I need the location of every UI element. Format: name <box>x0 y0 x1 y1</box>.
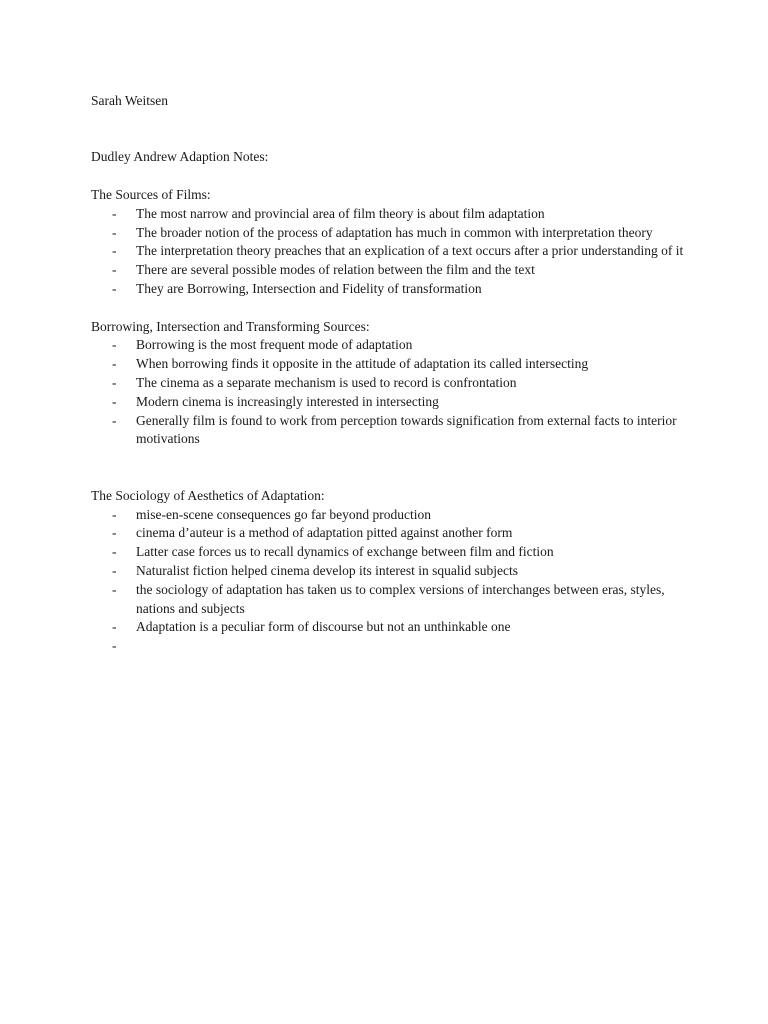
bullet-item <box>91 506 691 525</box>
bullet-dash: - <box>112 374 117 390</box>
bullet-dash: - <box>112 562 117 578</box>
document-body <box>91 92 691 675</box>
bullet-dash: - <box>112 205 117 221</box>
bullet-item <box>91 205 691 224</box>
bullet-item <box>91 261 691 280</box>
bullet-dash: - <box>112 356 117 372</box>
bullet-text: cinema d’auteur is a method of adaptation pitted against another form <box>136 525 513 541</box>
bullet-item <box>91 242 691 261</box>
bullet-text: The interpretation theory preaches that an explication of a text occurs after a prior understanding of it <box>136 243 684 259</box>
bullet-dash: - <box>112 337 117 353</box>
document-title: Dudley Andrew Adaption Notes: <box>91 149 269 165</box>
bullet-text: Latter case forces us to recall dynamics of exchange between film and fiction <box>136 544 554 560</box>
bullet-list <box>91 506 691 656</box>
bullet-text: Borrowing is the most frequent mode of adaptation <box>136 337 413 353</box>
bullet-text: They are Borrowing, Intersection and Fidelity of transformation <box>136 280 482 296</box>
bullet-dash: - <box>112 262 117 278</box>
section-borrowing-intersection <box>91 318 691 450</box>
section-heading: The Sources of Films: <box>91 186 211 202</box>
bullet-text: The most narrow and provincial area of film theory is about film adaptation <box>136 205 545 221</box>
bullet-dash: - <box>112 280 117 296</box>
bullet-item <box>91 581 691 619</box>
bullet-list <box>91 336 691 449</box>
bullet-item <box>91 618 691 637</box>
bullet-dash: - <box>112 619 117 635</box>
bullet-dash: - <box>112 506 117 522</box>
bullet-text: There are several possible modes of relation between the film and the text <box>136 262 535 278</box>
bullet-item <box>91 543 691 562</box>
bullet-text: Modern cinema is increasingly interested in intersecting <box>136 393 439 409</box>
bullet-item-empty <box>91 637 691 656</box>
bullet-text: When borrowing finds it opposite in the attitude of adaptation its called intersecting <box>136 356 589 372</box>
bullet-dash: - <box>112 412 117 428</box>
bullet-dash: - <box>112 544 117 560</box>
bullet-dash: - <box>112 393 117 409</box>
bullet-item <box>91 374 691 393</box>
bullet-item <box>91 393 691 412</box>
bullet-text: Generally film is found to work from perception towards signification from external facts to interior motivations <box>136 412 677 447</box>
bullet-list <box>91 205 691 299</box>
bullet-item <box>91 280 691 299</box>
bullet-text: Naturalist fiction helped cinema develop its interest in squalid subjects <box>136 562 519 578</box>
bullet-item <box>91 336 691 355</box>
bullet-text: The cinema as a separate mechanism is used to record is confrontation <box>136 374 517 390</box>
section-sources-of-films <box>91 186 691 299</box>
bullet-text: The broader notion of the process of adaptation has much in common with interpretation theory <box>136 224 653 240</box>
bullet-dash: - <box>112 224 117 240</box>
section-heading: The Sociology of Aesthetics of Adaptation: <box>91 487 325 503</box>
bullet-dash: - <box>112 638 117 654</box>
bullet-item <box>91 355 691 374</box>
bullet-item <box>91 412 691 450</box>
bullet-item <box>91 562 691 581</box>
bullet-text: mise-en-scene consequences go far beyond production <box>136 506 432 522</box>
bullet-dash: - <box>112 581 117 597</box>
bullet-dash: - <box>112 243 117 259</box>
bullet-text: the sociology of adaptation has taken us to complex versions of interchanges between eras, styles, nations and subjects <box>136 581 665 616</box>
author-name: Sarah Weitsen <box>91 93 169 108</box>
section-sociology-of-aesthetics <box>91 487 691 656</box>
section-heading: Borrowing, Intersection and Transforming Sources: <box>91 318 370 334</box>
bullet-text <box>136 637 696 656</box>
bullet-dash: - <box>112 525 117 541</box>
bullet-item <box>91 524 691 543</box>
bullet-text: Adaptation is a peculiar form of discourse but not an unthinkable one <box>136 619 511 635</box>
bullet-item <box>91 224 691 243</box>
